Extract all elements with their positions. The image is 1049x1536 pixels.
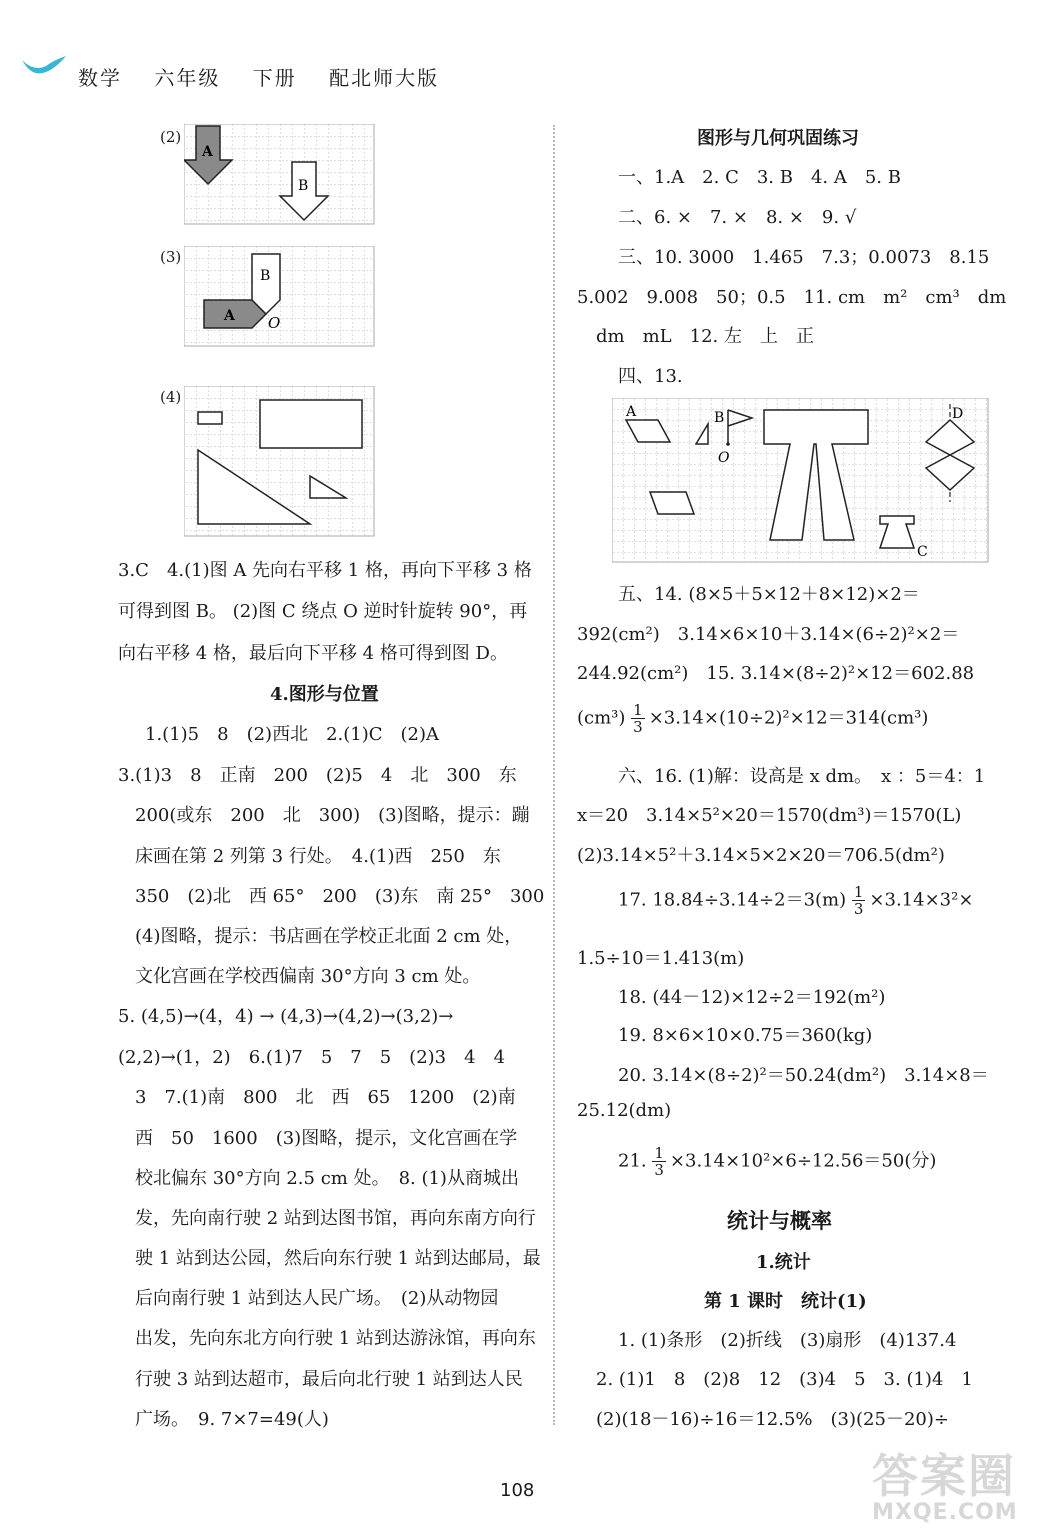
frac2-post: ×3.14×3²× bbox=[869, 889, 974, 911]
right-frac-line bbox=[618, 1145, 936, 1178]
left-text-line: 西 50 1600 (3)图略，提示，文化宫画在学 bbox=[135, 1128, 518, 1149]
fraction bbox=[852, 884, 866, 917]
page-number: 108 bbox=[500, 1480, 535, 1501]
section-title-position: 4.图形与位置 bbox=[270, 684, 379, 705]
shape-b-pentagon bbox=[252, 254, 280, 314]
right-text-line: 六、16. (1)解：设高是 x dm。 x ：5＝4：1 bbox=[618, 766, 986, 787]
right-text-line: 2. (1)1 8 (2)8 12 (3)4 5 3. (1)4 1 bbox=[596, 1369, 973, 1390]
small-rectangle bbox=[198, 412, 222, 424]
frac3-pre: 21. bbox=[618, 1150, 647, 1172]
watermark bbox=[872, 1440, 1040, 1532]
left-text-line: 出发，先向东北方向行驶 1 站到达游泳馆，再向东 bbox=[135, 1328, 536, 1349]
right-text-line: 392(cm²) 3.14×6×10＋3.14×(6÷2)²×2＝ bbox=[577, 624, 960, 645]
header-subject: 数学 bbox=[78, 66, 122, 90]
fraction bbox=[631, 702, 645, 735]
left-text-line: 行驶 3 站到达超市，最后向北行驶 1 站到达人民 bbox=[135, 1369, 523, 1390]
right-text-line: 二、6. × 7. × 8. × 9. √ bbox=[618, 207, 857, 228]
column-divider bbox=[553, 125, 555, 1425]
section-title-geometry: 图形与几何巩固练习 bbox=[697, 128, 859, 149]
left-text-line: 驶 1 站到达公园，然后向东行驶 1 站到达邮局，最 bbox=[135, 1248, 541, 1269]
frac3-post: ×3.14×10²×6÷12.56＝50(分) bbox=[669, 1150, 937, 1172]
right-text-line: 1.5÷10＝1.413(m) bbox=[577, 948, 745, 969]
fraction-numerator: 1 bbox=[654, 1144, 664, 1162]
fraction-denominator: 3 bbox=[654, 1161, 664, 1179]
header-grade: 六年级 bbox=[154, 66, 221, 90]
fig2-grid bbox=[184, 124, 376, 226]
fig13-grid bbox=[612, 398, 990, 564]
lesson-title: 第 1 课时 统计(1) bbox=[704, 1291, 867, 1312]
fraction bbox=[652, 1145, 666, 1178]
fig13-d-label: D bbox=[952, 406, 964, 422]
bird-logo-icon bbox=[20, 52, 70, 82]
watermark-text: 答案圈 bbox=[872, 1449, 1016, 1503]
left-text-line: 校北偏东 30°方向 2.5 cm 处。 8. (1)从商城出 bbox=[135, 1168, 519, 1189]
fraction-denominator: 3 bbox=[633, 718, 643, 736]
left-text-line: 后向南行驶 1 站到达人民广场。 (2)从动物园 bbox=[135, 1288, 499, 1309]
fig2-b-label: B bbox=[298, 178, 309, 194]
fig13-o-label: O bbox=[718, 450, 730, 466]
subsection-title: 1.统计 bbox=[756, 1252, 811, 1273]
section-title-statistics: 统计与概率 bbox=[727, 1208, 832, 1233]
left-text-line: 200(或东 200 北 300) (3)图略，提示：蹦 bbox=[135, 805, 530, 826]
fig2-a-label: A bbox=[202, 144, 213, 160]
right-text-line: (2)3.14×5²＋3.14×5×2×20＝706.5(dm²) bbox=[577, 845, 945, 866]
right-text-line: 5.002 9.008 50；0.5 11. cm m² cm³ dm bbox=[577, 287, 1007, 308]
fig13-b-label: B bbox=[714, 410, 725, 426]
left-text-line: 5. (4,5)→(4，4) → (4,3)→(4,2)→(3,2)→ bbox=[118, 1006, 454, 1027]
fig3-b-label: B bbox=[260, 268, 271, 284]
right-text-line: 三、10. 3000 1.465 7.3；0.0073 8.15 bbox=[618, 247, 990, 268]
fraction-numerator: 1 bbox=[853, 883, 864, 901]
left-text-line: 广场。 9. 7×7=49(人) bbox=[135, 1409, 329, 1430]
left-text-line: 3.(1)3 8 正南 200 (2)5 4 北 300 东 bbox=[118, 765, 517, 786]
left-text-line: 3 7.(1)南 800 北 西 65 1200 (2)南 bbox=[135, 1087, 516, 1108]
left-text-line: 文化宫画在学校西偏南 30°方向 3 cm 处。 bbox=[135, 966, 481, 987]
right-text-line: (2)(18－16)÷16＝12.5% (3)(25－20)÷ bbox=[596, 1409, 949, 1430]
shape-c bbox=[880, 516, 914, 548]
left-text-line: 1.(1)5 8 (2)西北 2.(1)C (2)A bbox=[145, 724, 440, 745]
page-header bbox=[78, 62, 463, 91]
right-text-line: 20. 3.14×(8÷2)²＝50.24(dm²) 3.14×8＝ bbox=[618, 1065, 989, 1086]
left-text-line: 可得到图 B。 (2)图 C 绕点 O 逆时针旋转 90°，再 bbox=[118, 601, 528, 622]
fig4-grid bbox=[184, 386, 376, 538]
right-text-line: 18. (44－12)×12÷2＝192(m²) bbox=[618, 987, 886, 1008]
fig13-c-label: C bbox=[917, 544, 928, 560]
header-edition: 配北师大版 bbox=[329, 66, 440, 90]
frac1-pre: (cm³) bbox=[577, 707, 626, 729]
right-text-line: x＝20 3.14×5²×20＝1570(dm³)＝1570(L) bbox=[577, 805, 962, 826]
right-text-line: 四、13. bbox=[618, 366, 683, 387]
fig2-label: (2) bbox=[160, 128, 182, 146]
fraction-numerator: 1 bbox=[633, 701, 643, 719]
right-text-line: 25.12(dm) bbox=[577, 1100, 672, 1121]
right-text-line: dm mL 12. 左 上 正 bbox=[596, 326, 814, 347]
frac1-post: ×3.14×(10÷2)²×12＝314(cm³) bbox=[648, 707, 929, 729]
left-text-line: (4)图略，提示：书店画在学校正北面 2 cm 处， bbox=[135, 926, 523, 947]
right-frac-line bbox=[618, 884, 973, 917]
right-text-line: 19. 8×6×10×0.75＝360(kg) bbox=[618, 1025, 873, 1046]
right-text-line: 1. (1)条形 (2)折线 (3)扇形 (4)137.4 bbox=[618, 1330, 957, 1351]
left-text-line: 床画在第 2 列第 3 行处。 4.(1)西 250 东 bbox=[135, 846, 501, 867]
fig4-label: (4) bbox=[160, 388, 182, 406]
fig3-grid bbox=[184, 246, 376, 348]
large-rectangle bbox=[260, 400, 362, 448]
shape-parallelogram-lower bbox=[650, 492, 694, 514]
fig3-o-label: O bbox=[268, 314, 281, 332]
watermark-url: MXQE.COM bbox=[872, 1500, 1018, 1525]
fig13-a-label: A bbox=[626, 404, 637, 420]
right-text-line: 五、14. (8×5＋5×12＋8×12)×2＝ bbox=[618, 584, 920, 605]
fig3-a-label: A bbox=[224, 308, 235, 324]
left-text-line: 3.C 4.(1)图 A 先向右平移 1 格，再向下平移 3 格 bbox=[118, 560, 532, 581]
right-text-line: 244.92(cm²) 15. 3.14×(8÷2)²×12＝602.88 bbox=[577, 663, 975, 684]
left-text-line: 向右平移 4 格，最后向下平移 4 格可得到图 D。 bbox=[118, 643, 508, 664]
right-text-line: 一、1.A 2. C 3. B 4. A 5. B bbox=[618, 167, 901, 188]
left-text-line: (2,2)→(1，2) 6.(1)7 5 7 5 (2)3 4 4 bbox=[118, 1047, 506, 1068]
fraction-denominator: 3 bbox=[853, 900, 864, 918]
header-volume: 下册 bbox=[252, 66, 297, 90]
frac2-pre: 17. 18.84÷3.14÷2＝3(m) bbox=[618, 889, 847, 911]
fig3-label: (3) bbox=[160, 248, 182, 266]
left-text-line: 发，先向南行驶 2 站到达图书馆，再向东南方向行 bbox=[135, 1208, 536, 1229]
left-text-line: 350 (2)北 西 65° 200 (3)东 南 25° 300 bbox=[135, 886, 545, 907]
right-frac-line bbox=[577, 702, 928, 735]
